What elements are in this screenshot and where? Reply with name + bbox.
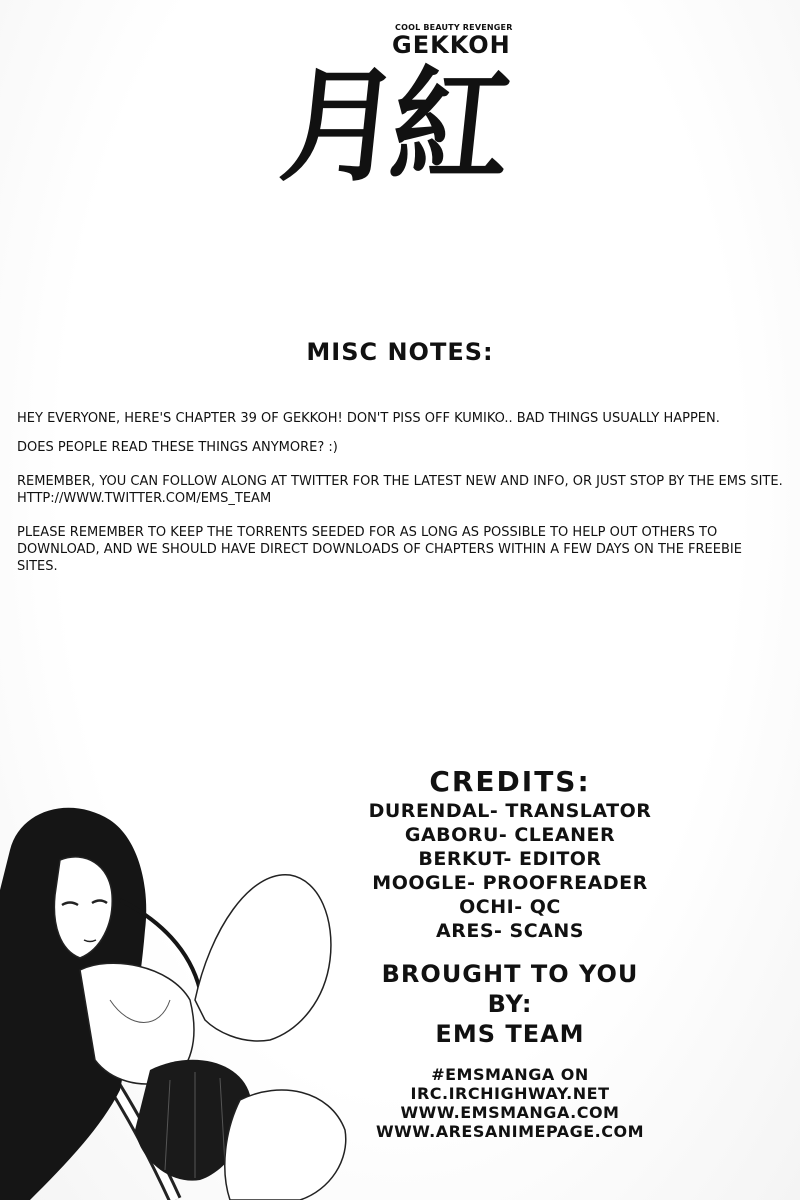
credit-line: DURENDAL- TRANSLATOR (368, 800, 652, 822)
character-illustration (0, 700, 350, 1200)
logo-kanji: 月紅 (274, 52, 510, 199)
note-paragraph: PLEASE REMEMBER TO KEEP THE TORRENTS SEEDED FOR AS LONG AS POSSIBLE TO HELP OUT OTHERS TO DOWNLOAD, AND WE SHOULD HAVE DIRECT DOWNLOADS OF CHAPTERS WITHIN A FEW DAYS ON THE FREEBIE SITES. (17, 525, 742, 574)
credit-line: OCHI- QC (459, 896, 561, 918)
brought-line-3: EMS TEAM (435, 1020, 585, 1048)
brought-line-2: BY: (487, 990, 533, 1018)
credit-line: BERKUT- EDITOR (418, 848, 602, 870)
note-paragraph: DOES PEOPLE READ THESE THINGS ANYMORE? :) (17, 440, 338, 455)
credit-line: ARES- SCANS (436, 920, 584, 942)
irc-channel: #EMSMANGA ON (431, 1065, 589, 1084)
note-paragraph: REMEMBER, YOU CAN FOLLOW ALONG AT TWITTER FOR THE LATEST NEW AND INFO, OR JUST STOP BY THE EMS SITE. HTTP://WWW.TWITTER.COM/EMS_TEAM (17, 474, 783, 506)
contact-links (350, 1065, 670, 1141)
credit-line: MOOGLE- PROOFREADER (372, 872, 648, 894)
logo-title: GEKKOH (392, 31, 511, 59)
website-link: WWW.ARESANIMEPAGE.COM (376, 1122, 644, 1141)
note-paragraph: HEY EVERYONE, HERE'S CHAPTER 39 OF GEKKOH! DON'T PISS OFF KUMIKO.. BAD THINGS USUALLY HAPPEN. (17, 411, 720, 426)
credits-heading: CREDITS: (429, 765, 591, 798)
notes-heading: MISC NOTES: (306, 338, 494, 366)
brought-to-you (350, 959, 670, 1049)
irc-server: IRC.IRCHIGHWAY.NET (410, 1084, 610, 1103)
notes-body (17, 410, 783, 592)
credits-block (350, 765, 670, 1141)
brought-line-1: BROUGHT TO YOU (381, 960, 639, 988)
series-logo (274, 15, 530, 210)
logo-subtitle: COOL BEAUTY REVENGER (395, 23, 513, 32)
credit-line: GABORU- CLEANER (404, 824, 616, 846)
website-link: WWW.EMSMANGA.COM (400, 1103, 620, 1122)
